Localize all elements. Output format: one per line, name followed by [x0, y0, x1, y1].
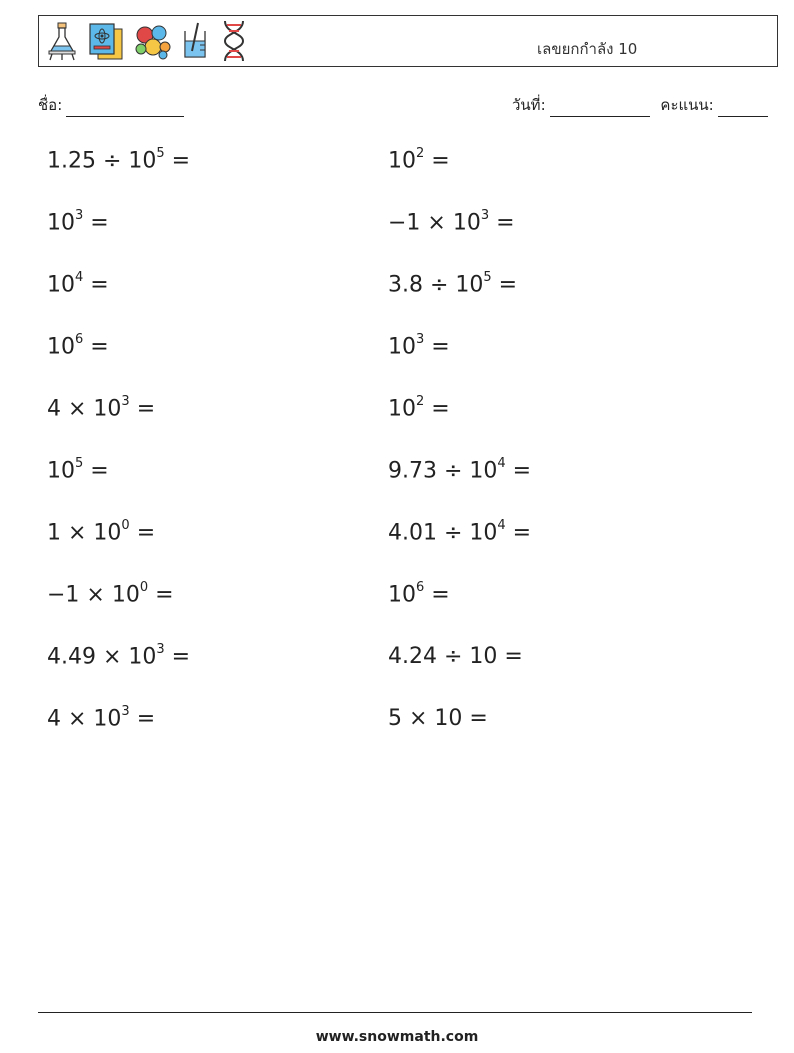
date-blank[interactable]: [550, 100, 650, 117]
problem-equals: =: [129, 396, 156, 422]
problem-base: 4 × 10: [47, 706, 122, 732]
problem-equals: =: [83, 458, 109, 484]
problem-equals: =: [129, 706, 156, 732]
problem-exponent: 4: [497, 518, 506, 533]
problem-base: 5 × 10 =: [388, 706, 488, 731]
problem-equals: =: [129, 520, 156, 546]
problem-equals: =: [489, 210, 515, 236]
problem-equals: =: [83, 272, 109, 298]
problem-base: −1 × 10: [388, 210, 481, 236]
problem-exponent: 6: [416, 580, 425, 595]
header-icons: [45, 18, 249, 64]
problem-left-4: [47, 334, 109, 359]
problem-equals: =: [83, 210, 109, 236]
problem-equals: =: [505, 520, 532, 546]
date-label: วันที่:: [512, 96, 546, 114]
problem-exponent: 3: [121, 394, 130, 409]
problem-base: 10: [47, 334, 75, 360]
problem-exponent: 0: [121, 518, 130, 533]
problem-right-4: [388, 334, 450, 359]
problem-equals: =: [424, 396, 450, 422]
problem-right-6: [388, 458, 531, 483]
problem-base: 4.49 × 10: [47, 644, 157, 670]
problem-exponent: 6: [75, 332, 84, 347]
footer-url: www.snowmath.com: [315, 1029, 479, 1045]
name-blank[interactable]: [66, 100, 184, 117]
problem-left-10: [47, 706, 155, 731]
problem-exponent: 3: [480, 208, 490, 223]
worksheet-header: [38, 15, 778, 67]
problem-equals: =: [424, 148, 450, 174]
problem-exponent: 5: [75, 456, 84, 471]
problem-left-3: [47, 272, 109, 297]
problem-exponent: 3: [75, 208, 84, 223]
problem-left-9: [47, 644, 190, 669]
worksheet-title: เลขยกกำลัง 10: [537, 40, 638, 58]
problem-equals: =: [164, 148, 191, 174]
problem-left-8: [47, 582, 174, 607]
problem-equals: =: [491, 272, 518, 298]
problem-base: 4 × 10: [47, 396, 122, 422]
problem-base: 4.01 ÷ 10: [388, 520, 498, 546]
science-book-icon: [88, 21, 124, 61]
problem-right-8: [388, 582, 450, 607]
date-score-fields: [512, 93, 768, 117]
problem-equals: =: [83, 334, 109, 360]
problem-equals: =: [424, 582, 450, 608]
problem-left-1: [47, 148, 190, 173]
problem-right-7: [388, 520, 531, 545]
problem-exponent: 3: [156, 642, 165, 657]
problem-exponent: 4: [497, 456, 506, 471]
problem-left-5: [47, 396, 155, 421]
beaker-icon: [180, 21, 210, 61]
problem-base: 10: [388, 148, 416, 174]
problem-base: 10: [388, 396, 416, 422]
problem-equals: =: [424, 334, 450, 360]
problem-base: 10: [47, 458, 75, 484]
name-label: ชื่อ:: [38, 96, 63, 114]
problem-right-1: [388, 148, 450, 173]
problem-exponent: 5: [156, 146, 165, 161]
problem-exponent: 3: [121, 704, 130, 719]
problem-base: 9.73 ÷ 10: [388, 458, 498, 484]
problem-base: −1 × 10: [47, 582, 140, 608]
problem-base: 10: [47, 210, 75, 236]
problem-exponent: 3: [416, 332, 425, 347]
problem-exponent: 2: [416, 146, 425, 161]
name-field: [38, 93, 184, 117]
problem-left-7: [47, 520, 155, 545]
problem-right-10: [388, 706, 488, 731]
problem-exponent: 5: [483, 270, 492, 285]
problem-equals: =: [148, 582, 174, 608]
problem-right-3: [388, 272, 517, 297]
problem-base: 10: [388, 582, 416, 608]
problem-base: 4.24 ÷ 10 =: [388, 644, 523, 669]
footer-divider: [38, 1012, 752, 1013]
problem-left-2: [47, 210, 109, 235]
problem-base: 1.25 ÷ 10: [47, 148, 157, 174]
molecule-icon: [133, 21, 171, 61]
problem-right-5: [388, 396, 450, 421]
problem-base: 1 × 10: [47, 520, 122, 546]
problem-exponent: 4: [75, 270, 84, 285]
problem-base: 3.8 ÷ 10: [388, 272, 484, 298]
problem-equals: =: [505, 458, 532, 484]
score-blank[interactable]: [718, 100, 768, 117]
problem-base: 10: [47, 272, 75, 298]
problem-left-6: [47, 458, 109, 483]
problem-exponent: 0: [139, 580, 149, 595]
dna-icon: [219, 19, 249, 63]
problem-right-9: [388, 644, 523, 669]
problem-exponent: 2: [416, 394, 425, 409]
problem-equals: =: [164, 644, 191, 670]
flask-icon: [45, 21, 79, 61]
score-label: คะแนน:: [660, 96, 714, 114]
problem-right-2: [388, 210, 515, 235]
problem-base: 10: [388, 334, 416, 360]
